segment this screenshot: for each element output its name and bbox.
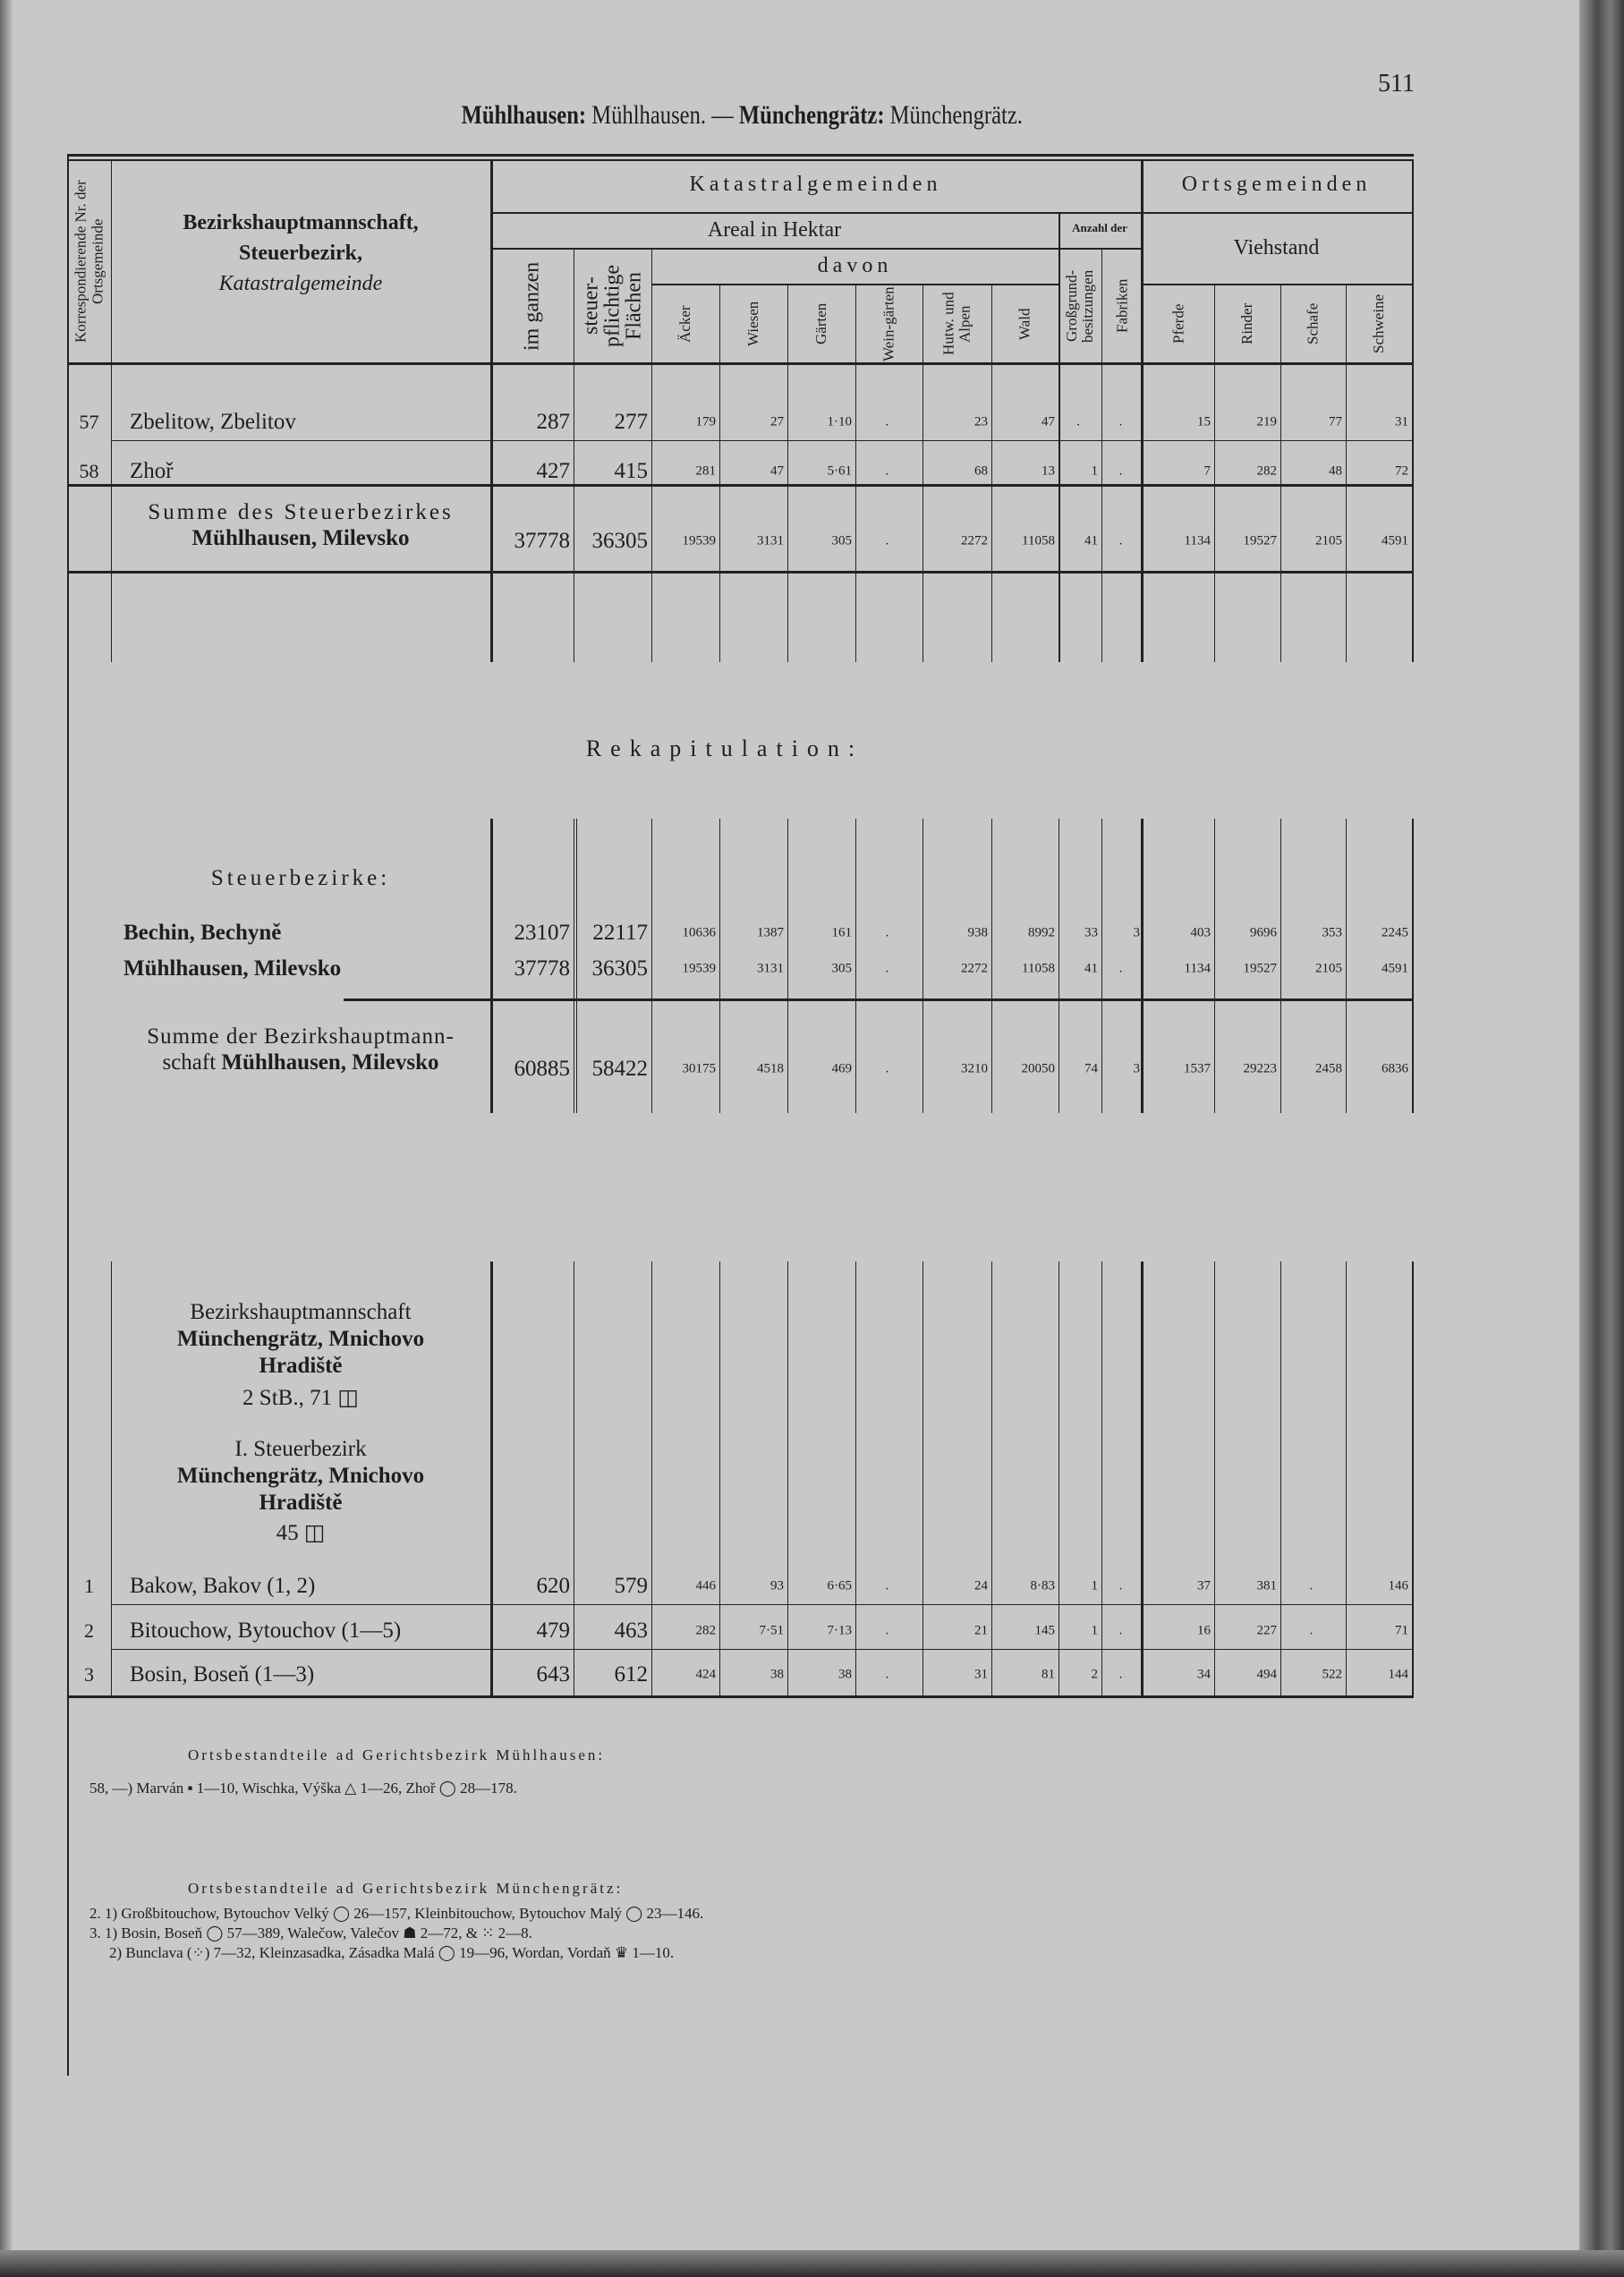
summe-line-1: Summe des Steuerbezirkes bbox=[148, 500, 454, 524]
value-cell: 3 bbox=[1133, 925, 1140, 940]
row-number: 2 bbox=[84, 1619, 94, 1642]
value-cell: 48 bbox=[1329, 463, 1342, 479]
row-number: 58 bbox=[79, 460, 99, 482]
value-cell: 10636 bbox=[682, 925, 716, 940]
header-nr-col: Korrespondierende Nr. der Ortsgemeinde bbox=[72, 180, 106, 343]
header-name-col bbox=[111, 208, 490, 299]
steuerbezirk-heading bbox=[111, 1436, 490, 1547]
value-cell: 469 bbox=[831, 1061, 852, 1076]
value-cell: . bbox=[1118, 1667, 1123, 1682]
value-cell: . bbox=[1118, 533, 1123, 548]
value-cell: 2245 bbox=[1382, 925, 1408, 940]
value-cell: 31 bbox=[1395, 414, 1408, 429]
value-cell: 6·65 bbox=[827, 1578, 852, 1593]
value-cell: 93 bbox=[770, 1578, 784, 1593]
column-header: Gärten bbox=[812, 302, 829, 345]
footnote-heading-muenchengraetz: Ortsbestandteile ad Gerichtsbezirk Münchengrätz: bbox=[188, 1880, 624, 1897]
row-name: Bakow, Bakov (1, 2) bbox=[130, 1574, 316, 1598]
row-name: Bitouchow, Bytouchov (1—5) bbox=[130, 1619, 402, 1643]
column-header: Äcker bbox=[676, 305, 693, 343]
value-cell: 2105 bbox=[1315, 533, 1342, 548]
value-cell: 41 bbox=[1084, 961, 1098, 976]
value-cell: 22117 bbox=[592, 921, 648, 945]
column-header: Wiesen bbox=[744, 301, 761, 347]
column-header: Wald bbox=[1016, 308, 1033, 340]
footnote-heading-muehlhausen: Ortsbestandteile ad Gerichtsbezirk Mühlhausen: bbox=[188, 1746, 606, 1763]
header-name-2: Steuerbezirk, bbox=[239, 242, 362, 265]
page-title bbox=[133, 100, 1351, 131]
bh-name-2: Hradiště bbox=[259, 1354, 343, 1378]
value-cell: 68 bbox=[974, 463, 988, 479]
value-cell: . bbox=[1118, 1578, 1123, 1593]
row-name: Bechin, Bechyně bbox=[123, 921, 282, 945]
sb-label: I. Steuerbezirk bbox=[234, 1437, 367, 1461]
value-cell: . bbox=[1076, 414, 1080, 429]
steuerbezirke-label: Steuerbezirke: bbox=[210, 866, 391, 890]
bezirkshauptmannschaft-heading bbox=[111, 1299, 490, 1412]
column-header: steuer-pflichtige Flächen bbox=[579, 265, 646, 347]
header-ortsgemeinden: Ortsgemeinden bbox=[1181, 173, 1372, 196]
row-name: Mühlhausen, Milevsko bbox=[123, 956, 342, 981]
value-cell: 219 bbox=[1256, 414, 1277, 429]
value-cell: 2272 bbox=[961, 961, 988, 976]
scan-edge-left bbox=[0, 0, 13, 2277]
summe-bezirk-line-2-bold: Mühlhausen, Milevsko bbox=[221, 1050, 439, 1075]
value-cell: 227 bbox=[1256, 1623, 1277, 1638]
value-cell: 27 bbox=[770, 414, 784, 429]
value-cell: . bbox=[885, 533, 889, 548]
value-cell: 37778 bbox=[514, 529, 570, 553]
value-cell: 16 bbox=[1197, 1623, 1211, 1638]
value-cell: 305 bbox=[831, 533, 852, 548]
rule-h bbox=[111, 1649, 1412, 1650]
rule-h bbox=[111, 440, 1412, 441]
column-header: Hutw. und Alpen bbox=[940, 292, 974, 356]
value-cell: 4518 bbox=[757, 1061, 784, 1076]
value-cell: 1387 bbox=[757, 925, 784, 940]
value-cell: . bbox=[885, 961, 889, 976]
value-cell: 9696 bbox=[1250, 925, 1277, 940]
header-katastral: Katastralgemeinden bbox=[689, 173, 942, 196]
value-cell: 19539 bbox=[682, 961, 716, 976]
column-header: Fabriken bbox=[1113, 278, 1131, 334]
value-cell: . bbox=[885, 1578, 889, 1593]
value-cell: 41 bbox=[1084, 533, 1098, 548]
value-cell: 161 bbox=[831, 925, 852, 940]
header-anzahl: Anzahl der bbox=[1072, 221, 1127, 234]
column-header: Großgrund-besitzungen bbox=[1063, 269, 1096, 343]
value-cell: 37778 bbox=[514, 956, 570, 981]
value-cell: 3210 bbox=[961, 1061, 988, 1076]
value-cell: 1 bbox=[1091, 1578, 1098, 1593]
value-cell: 36305 bbox=[591, 956, 648, 981]
value-cell: 3131 bbox=[757, 961, 784, 976]
sb-name-1: Münchengrätz, Mnichovo bbox=[176, 1464, 425, 1488]
value-cell: 11058 bbox=[1022, 961, 1055, 976]
value-cell: 145 bbox=[1034, 1623, 1055, 1638]
summe-bezirk-label bbox=[111, 1024, 490, 1075]
value-cell: 1·10 bbox=[827, 414, 852, 429]
rule-h bbox=[67, 159, 1414, 161]
title-bold-2: Münchengrätz: bbox=[738, 100, 885, 130]
value-cell: 144 bbox=[1388, 1667, 1408, 1682]
value-cell: 31 bbox=[974, 1667, 988, 1682]
value-cell: 4591 bbox=[1382, 533, 1408, 548]
value-cell: 494 bbox=[1256, 1667, 1277, 1682]
rule-v bbox=[67, 159, 69, 2076]
value-cell: 4591 bbox=[1382, 961, 1408, 976]
value-cell: 81 bbox=[1042, 1667, 1055, 1682]
rule-h bbox=[67, 484, 1412, 487]
value-cell: 353 bbox=[1322, 925, 1342, 940]
column-header: Rinder bbox=[1238, 302, 1255, 345]
row-name: Zhoř bbox=[130, 459, 174, 483]
value-cell: 620 bbox=[536, 1574, 570, 1598]
value-cell: 6836 bbox=[1382, 1061, 1408, 1076]
rule-h bbox=[111, 1604, 1412, 1605]
value-cell: . bbox=[885, 463, 889, 479]
column-header: Schweine bbox=[1370, 293, 1387, 354]
value-cell: 72 bbox=[1395, 463, 1408, 479]
value-cell: 1537 bbox=[1184, 1061, 1211, 1076]
value-cell: 3 bbox=[1133, 1061, 1140, 1076]
scan-edge-bottom bbox=[0, 2250, 1624, 2277]
value-cell: 2458 bbox=[1315, 1061, 1342, 1076]
value-cell: 77 bbox=[1329, 414, 1342, 429]
value-cell: . bbox=[1309, 1578, 1314, 1593]
value-cell: 305 bbox=[831, 961, 852, 976]
value-cell: 8·83 bbox=[1030, 1578, 1055, 1593]
rule-h bbox=[344, 998, 1412, 1001]
value-cell: 287 bbox=[536, 410, 570, 434]
rekapitulation-title: Rekapitulation: bbox=[585, 735, 864, 761]
rule-v bbox=[1412, 1262, 1414, 1697]
title-reg-2: Münchengrätz. bbox=[889, 100, 1023, 130]
value-cell: 522 bbox=[1322, 1667, 1342, 1682]
sb-count: 45 ◫ bbox=[276, 1521, 326, 1545]
row-number: 3 bbox=[84, 1663, 94, 1686]
column-header: im ganzen bbox=[520, 261, 544, 351]
value-cell: . bbox=[1118, 1623, 1123, 1638]
value-cell: 579 bbox=[614, 1574, 648, 1598]
column-header: Wein-gärten bbox=[880, 286, 897, 361]
header-areal: Areal in Hektar bbox=[707, 218, 842, 242]
value-cell: 446 bbox=[695, 1578, 716, 1593]
title-bold-1: Mühlhausen: bbox=[461, 100, 587, 130]
value-cell: 424 bbox=[695, 1667, 716, 1682]
row-name: Zbelitow, Zbelitov bbox=[130, 410, 296, 434]
value-cell: 381 bbox=[1256, 1578, 1277, 1593]
value-cell: 23107 bbox=[514, 921, 570, 945]
value-cell: 11058 bbox=[1022, 533, 1055, 548]
value-cell: 643 bbox=[536, 1662, 570, 1687]
value-cell: 58422 bbox=[591, 1057, 648, 1081]
value-cell: 19527 bbox=[1243, 961, 1277, 976]
value-cell: 36305 bbox=[591, 529, 648, 553]
value-cell: 24 bbox=[974, 1578, 988, 1593]
value-cell: . bbox=[1118, 463, 1123, 479]
column-header: Pferde bbox=[1169, 303, 1187, 344]
value-cell: 282 bbox=[695, 1623, 716, 1638]
value-cell: 29223 bbox=[1243, 1061, 1277, 1076]
value-cell: . bbox=[885, 925, 889, 940]
value-cell: 3131 bbox=[757, 533, 784, 548]
value-cell: 13 bbox=[1042, 463, 1055, 479]
value-cell: 479 bbox=[536, 1619, 570, 1643]
rule-h bbox=[67, 154, 1414, 157]
header-davon: davon bbox=[817, 254, 893, 277]
value-cell: 277 bbox=[614, 410, 648, 434]
value-cell: 19539 bbox=[682, 533, 716, 548]
value-cell: 7 bbox=[1203, 463, 1211, 479]
value-cell: 20050 bbox=[1021, 1061, 1055, 1076]
value-cell: 5·61 bbox=[827, 463, 852, 479]
value-cell: . bbox=[885, 1623, 889, 1638]
value-cell: 47 bbox=[1042, 414, 1055, 429]
title-reg-1: Mühlhausen. — bbox=[591, 100, 734, 130]
value-cell: 612 bbox=[614, 1662, 648, 1687]
value-cell: 463 bbox=[614, 1619, 648, 1643]
header-viehstand: Viehstand bbox=[1233, 236, 1320, 259]
value-cell: 403 bbox=[1190, 925, 1211, 940]
rule-h bbox=[67, 1695, 1414, 1698]
rule-v bbox=[1412, 819, 1414, 1113]
value-cell: 7·51 bbox=[759, 1623, 784, 1638]
value-cell: . bbox=[885, 414, 889, 429]
bh-label: Bezirkshauptmannschaft bbox=[190, 1300, 412, 1324]
rule-h bbox=[490, 212, 1412, 214]
value-cell: 427 bbox=[536, 459, 570, 483]
value-cell: 415 bbox=[614, 459, 648, 483]
value-cell: 34 bbox=[1197, 1667, 1211, 1682]
rule-h bbox=[67, 362, 1414, 365]
value-cell: . bbox=[885, 1667, 889, 1682]
summe-steuerbezirk-label bbox=[111, 499, 490, 551]
row-name: Bosin, Boseň (1—3) bbox=[130, 1662, 315, 1687]
footnote-3-1: 3. 1) Bosin, Boseň ◯ 57—389, Walečow, Valečov ☗ 2—72, & ⁙ 2—8. bbox=[89, 1924, 532, 1941]
value-cell: 8992 bbox=[1028, 925, 1055, 940]
value-cell: 179 bbox=[695, 414, 716, 429]
value-cell: 21 bbox=[974, 1623, 988, 1638]
value-cell: 19527 bbox=[1243, 533, 1277, 548]
value-cell: 38 bbox=[838, 1667, 852, 1682]
value-cell: . bbox=[1118, 414, 1123, 429]
value-cell: 60885 bbox=[514, 1057, 570, 1081]
value-cell: 47 bbox=[770, 463, 784, 479]
rule-v bbox=[1412, 159, 1414, 662]
footnote-3-2: 2) Bunclava (⁘) 7—32, Kleinzasadka, Zásadka Malá ◯ 19—96, Wordan, Vordaň ♛ 1—10. bbox=[109, 1944, 675, 1961]
scan-edge-right bbox=[1579, 0, 1624, 2277]
value-cell: 71 bbox=[1395, 1623, 1408, 1638]
value-cell: . bbox=[1309, 1623, 1314, 1638]
value-cell: 30175 bbox=[682, 1061, 716, 1076]
page-number: 511 bbox=[1378, 70, 1415, 98]
value-cell: 2105 bbox=[1315, 961, 1342, 976]
value-cell: 281 bbox=[695, 463, 716, 479]
value-cell: 1 bbox=[1091, 1623, 1098, 1638]
value-cell: 38 bbox=[770, 1667, 784, 1682]
value-cell: 15 bbox=[1197, 414, 1211, 429]
value-cell: 938 bbox=[967, 925, 988, 940]
value-cell: 74 bbox=[1084, 1061, 1098, 1076]
rule-h bbox=[67, 571, 1412, 573]
value-cell: 1 bbox=[1091, 463, 1098, 479]
value-cell: . bbox=[1118, 961, 1123, 976]
bh-count: 2 StB., 71 ◫ bbox=[242, 1386, 359, 1410]
bh-name-1: Münchengrätz, Mnichovo bbox=[176, 1327, 425, 1351]
column-header: Schafe bbox=[1304, 302, 1322, 345]
value-cell: 1134 bbox=[1184, 961, 1211, 976]
value-cell: 1134 bbox=[1184, 533, 1211, 548]
value-cell: 146 bbox=[1388, 1578, 1408, 1593]
row-number: 1 bbox=[84, 1575, 94, 1597]
summe-line-2: Mühlhausen, Milevsko bbox=[191, 526, 410, 550]
value-cell: . bbox=[885, 1061, 889, 1076]
row-number: 57 bbox=[79, 411, 99, 433]
footnote-58: 58, —) Marván ▪ 1—10, Wischka, Výška △ 1—26, Zhoř ◯ 28—178. bbox=[89, 1780, 517, 1797]
value-cell: 23 bbox=[974, 414, 988, 429]
summe-bezirk-line-1: Summe der Bezirkshauptmann- bbox=[147, 1024, 455, 1049]
value-cell: 2272 bbox=[961, 533, 988, 548]
header-name-1: Bezirkshauptmannschaft, bbox=[183, 211, 419, 234]
value-cell: 7·13 bbox=[827, 1623, 852, 1638]
value-cell: 282 bbox=[1256, 463, 1277, 479]
summe-bezirk-line-2-reg: schaft bbox=[162, 1050, 217, 1075]
value-cell: 2 bbox=[1091, 1667, 1098, 1682]
header-name-3: Katastralgemeinde bbox=[218, 272, 383, 295]
value-cell: 37 bbox=[1197, 1578, 1211, 1593]
sb-name-2: Hradiště bbox=[259, 1491, 343, 1515]
footnote-2: 2. 1) Großbitouchow, Bytouchov Velký ◯ 26—157, Kleinbitouchow, Bytouchov Malý ◯ 23—146. bbox=[89, 1905, 704, 1922]
value-cell: 33 bbox=[1084, 925, 1098, 940]
